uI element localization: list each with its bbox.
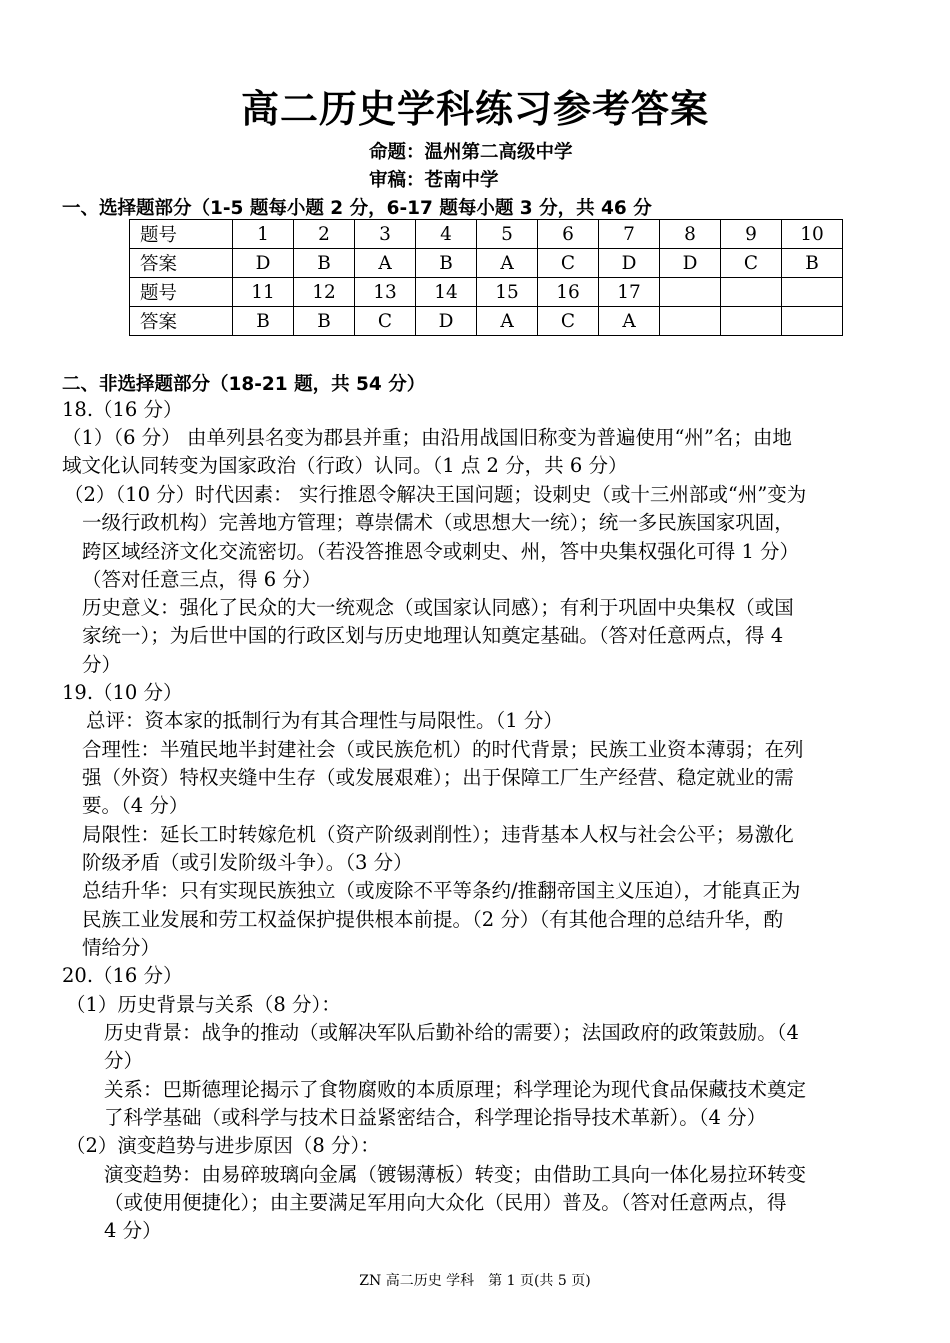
table-cell: A [599,307,660,336]
question-20-heading: 20.（16 分） [62,964,183,987]
answer-line: （2）（10 分）时代因素： 实行推恩令解决王国问题；设刺史（或十三州部或“州”变为 [64,483,807,506]
table-cell: B [294,249,355,278]
answer-line: 一级行政机构）完善地方管理；尊崇儒术（或思想大一统）；统一多民族国家巩固， [82,511,794,534]
table-cell: 13 [355,278,416,307]
table-cell: C [538,249,599,278]
page-title: 高二历史学科练习参考答案 [240,87,709,131]
answer-line: 关系：巴斯德理论揭示了食物腐败的本质原理；科学理论为现代食品保藏技术奠定 [104,1078,807,1101]
answer-line: 分） [104,1049,144,1072]
table-cell: 14 [416,278,477,307]
table-cell: A [477,307,538,336]
table-cell: 10 [782,220,843,249]
table-row [130,220,843,249]
answer-line: 民族工业发展和劳工权益保护提供根本前提。（2 分）（有其他合理的总结升华，酌 [82,908,784,931]
answer-line: 家统一）；为后世中国的行政区划与历史地理认知奠定基础。（答对任意两点，得 4 [82,624,784,647]
answer-table [129,219,843,336]
table-cell: 6 [538,220,599,249]
table-cell [782,278,843,307]
table-cell [721,278,782,307]
table-cell: 8 [660,220,721,249]
table-row [130,307,843,336]
table-cell: B [782,249,843,278]
table-cell: 7 [599,220,660,249]
table-cell: D [599,249,660,278]
table-cell: 5 [477,220,538,249]
page-footer: ZN 高二历史 学科 第 1 页(共 5 页) [359,1273,591,1289]
table-cell: 3 [355,220,416,249]
answer-line: 域文化认同转变为国家政治（行政）认同。（1 点 2 分，共 6 分） [62,454,628,477]
answer-line: 历史背景：战争的推动（或解决军队后勤补给的需要）；法国政府的政策鼓励。（4 [104,1021,799,1044]
table-cell: A [477,249,538,278]
row-label: 题号 [130,278,233,307]
table-cell: 9 [721,220,782,249]
row-label: 题号 [130,220,233,249]
table-cell [660,278,721,307]
answer-line: （答对任意三点，得 6 分） [82,568,322,591]
table-cell: 16 [538,278,599,307]
answer-line: 情给分） [82,936,161,959]
answer-line: 了科学基础（或科学与技术日益紧密结合，科学理论指导技术革新）。（4 分） [104,1106,767,1129]
table-cell: 11 [233,278,294,307]
answer-line: 历史意义：强化了民众的大一统观念（或国家认同感）；有利于巩固中央集权（或国 [82,596,794,619]
table-cell: B [416,249,477,278]
question-18-heading: 18.（16 分） [62,398,183,421]
answer-line: 总评：资本家的抵制行为有其合理性与局限性。（1 分） [86,709,563,732]
table-cell: 2 [294,220,355,249]
table-cell: 15 [477,278,538,307]
answer-line: 总结升华：只有实现民族独立（或废除不平等条约/推翻帝国主义压迫），才能真正为 [82,879,801,902]
table-row [130,278,843,307]
table-cell: 17 [599,278,660,307]
reviewer-line: 审稿：苍南中学 [369,170,499,191]
answer-line: （或使用便捷化）；由主要满足军用向大众化（民用）普及。（答对任意两点，得 [104,1191,787,1214]
answer-line: （2）演变趋势与进步原因（8 分）： [66,1134,380,1157]
question-19-heading: 19.（10 分） [62,681,183,704]
table-cell: D [233,249,294,278]
answer-line: （1）历史背景与关系（8 分）： [66,993,341,1016]
answer-line: （1）（6 分） 由单列县名变为郡县并重；由沿用战国旧称变为普遍使用“州”名；由地 [62,426,792,449]
table-cell: C [721,249,782,278]
table-cell: 4 [416,220,477,249]
section2-heading: 二、非选择题部分（18-21 题，共 54 分） [62,374,426,395]
table-cell: 12 [294,278,355,307]
answer-line: 4 分） [104,1219,162,1242]
table-cell: B [294,307,355,336]
row-label: 答案 [130,307,233,336]
answer-line: 合理性：半殖民地半封建社会（或民族危机）的时代背景；民族工业资本薄弱；在列 [82,738,804,761]
table-cell: D [660,249,721,278]
answer-line: 阶级矛盾（或引发阶级斗争）。（3 分） [82,851,413,874]
table-cell [721,307,782,336]
answer-line: 分） [82,653,122,676]
table-cell [782,307,843,336]
table-cell: D [416,307,477,336]
answer-line: 强（外资）特权夹缝中生存（或发展艰难）；出于保障工厂生产经营、稳定就业的需 [82,766,794,789]
answer-line: 局限性：延长工时转嫁危机（资产阶级剥削性）；违背基本人权与社会公平；易激化 [82,823,794,846]
table-cell: 1 [233,220,294,249]
author-line: 命题：温州第二高级中学 [369,142,573,163]
answer-line: 跨区域经济文化交流密切。（若没答推恩令或刺史、州，答中央集权强化可得 1 分） [82,540,800,563]
section1-heading: 一、选择题部分（1-5 题每小题 2 分，6-17 题每小题 3 分，共 46 分 [62,198,652,219]
table-cell: B [233,307,294,336]
table-cell [660,307,721,336]
table-cell: C [355,307,416,336]
table-row [130,249,843,278]
answer-line: 演变趋势：由易碎玻璃向金属（镀锡薄板）转变；由借助工具向一体化易拉环转变 [104,1163,807,1186]
table-cell: A [355,249,416,278]
row-label: 答案 [130,249,233,278]
table-cell: C [538,307,599,336]
answer-line: 要。（4 分） [82,794,189,817]
